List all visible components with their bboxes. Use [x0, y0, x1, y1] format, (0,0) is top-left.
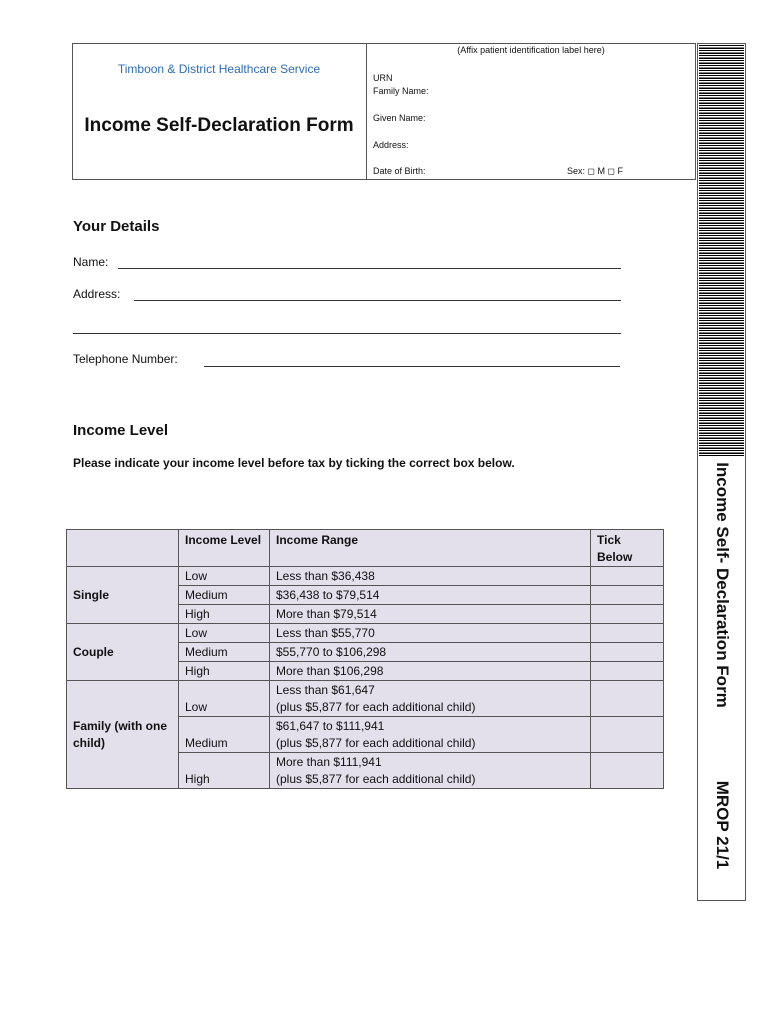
- tick-box[interactable]: [591, 753, 664, 789]
- level-cell: Medium: [179, 586, 270, 605]
- tick-box[interactable]: [591, 717, 664, 753]
- table-row: [67, 681, 664, 717]
- range-cell: Less than $36,438: [270, 567, 591, 586]
- side-strip-code: [697, 778, 746, 872]
- label-instruction: (Affix patient identification label here): [457, 45, 605, 55]
- barcode: [699, 45, 744, 457]
- address-line-1[interactable]: [134, 300, 621, 301]
- level-cell: Low: [179, 624, 270, 643]
- urn-label: URN: [373, 73, 393, 83]
- level-cell: Medium: [179, 717, 270, 753]
- tick-box[interactable]: [591, 624, 664, 643]
- dob-label: Date of Birth:: [373, 166, 426, 176]
- range-cell: $55,770 to $106,298: [270, 643, 591, 662]
- tick-box[interactable]: [591, 586, 664, 605]
- range-cell: More than $111,941 (plus $5,877 for each additional child): [270, 753, 591, 789]
- side-strip-title: [697, 462, 746, 708]
- address-label-header: Address:: [373, 140, 409, 150]
- range-cell: Less than $55,770: [270, 624, 591, 643]
- table-header-row: [67, 530, 664, 567]
- given-name-label: Given Name:: [373, 113, 426, 123]
- form-title: Income Self-Declaration Form: [84, 115, 354, 136]
- income-table: [66, 529, 664, 789]
- organisation-name: Timboon & District Healthcare Service: [117, 62, 321, 76]
- header-income-level: Income Level: [179, 530, 270, 567]
- side-strip-title-text: Income Self- Declaration Form: [712, 462, 732, 708]
- range-cell: More than $79,514: [270, 605, 591, 624]
- your-details-heading: Your Details: [73, 218, 160, 235]
- range-cell: More than $106,298: [270, 662, 591, 681]
- header-income-range: Income Range: [270, 530, 591, 567]
- sex-checkboxes[interactable]: Sex: ◻ M ◻ F: [567, 166, 623, 176]
- group-couple: Couple: [67, 624, 179, 681]
- table-row: [67, 624, 664, 643]
- range-cell: $36,438 to $79,514: [270, 586, 591, 605]
- level-cell: Medium: [179, 643, 270, 662]
- name-label: Name:: [73, 255, 109, 269]
- table-row: [67, 567, 664, 586]
- level-cell: High: [179, 605, 270, 624]
- range-cell: $61,647 to $111,941 (plus $5,877 for each additional child): [270, 717, 591, 753]
- tick-box[interactable]: [591, 605, 664, 624]
- form-code-text: MROP 21/1: [712, 780, 732, 870]
- range-cell: Less than $61,647 (plus $5,877 for each additional child): [270, 681, 591, 717]
- tick-box[interactable]: [591, 567, 664, 586]
- income-instruction: Please indicate your income level before tax by ticking the correct box below.: [73, 456, 515, 470]
- tick-box[interactable]: [591, 681, 664, 717]
- level-cell: High: [179, 753, 270, 789]
- telephone-line[interactable]: [204, 366, 620, 367]
- name-line[interactable]: [118, 268, 621, 269]
- address-label: Address:: [73, 287, 121, 301]
- tick-box[interactable]: [591, 662, 664, 681]
- header-empty: [67, 530, 179, 567]
- address-line-2[interactable]: [73, 333, 621, 334]
- tick-box[interactable]: [591, 643, 664, 662]
- group-single: Single: [67, 567, 179, 624]
- group-family: Family (with one child): [67, 681, 179, 789]
- income-level-heading: Income Level: [73, 422, 169, 439]
- level-cell: High: [179, 662, 270, 681]
- family-name-label: Family Name:: [373, 86, 429, 96]
- telephone-label: Telephone Number:: [73, 352, 178, 366]
- level-cell: Low: [179, 681, 270, 717]
- level-cell: Low: [179, 567, 270, 586]
- header-tick-below: Tick Below: [591, 530, 664, 567]
- header-divider: [366, 43, 367, 180]
